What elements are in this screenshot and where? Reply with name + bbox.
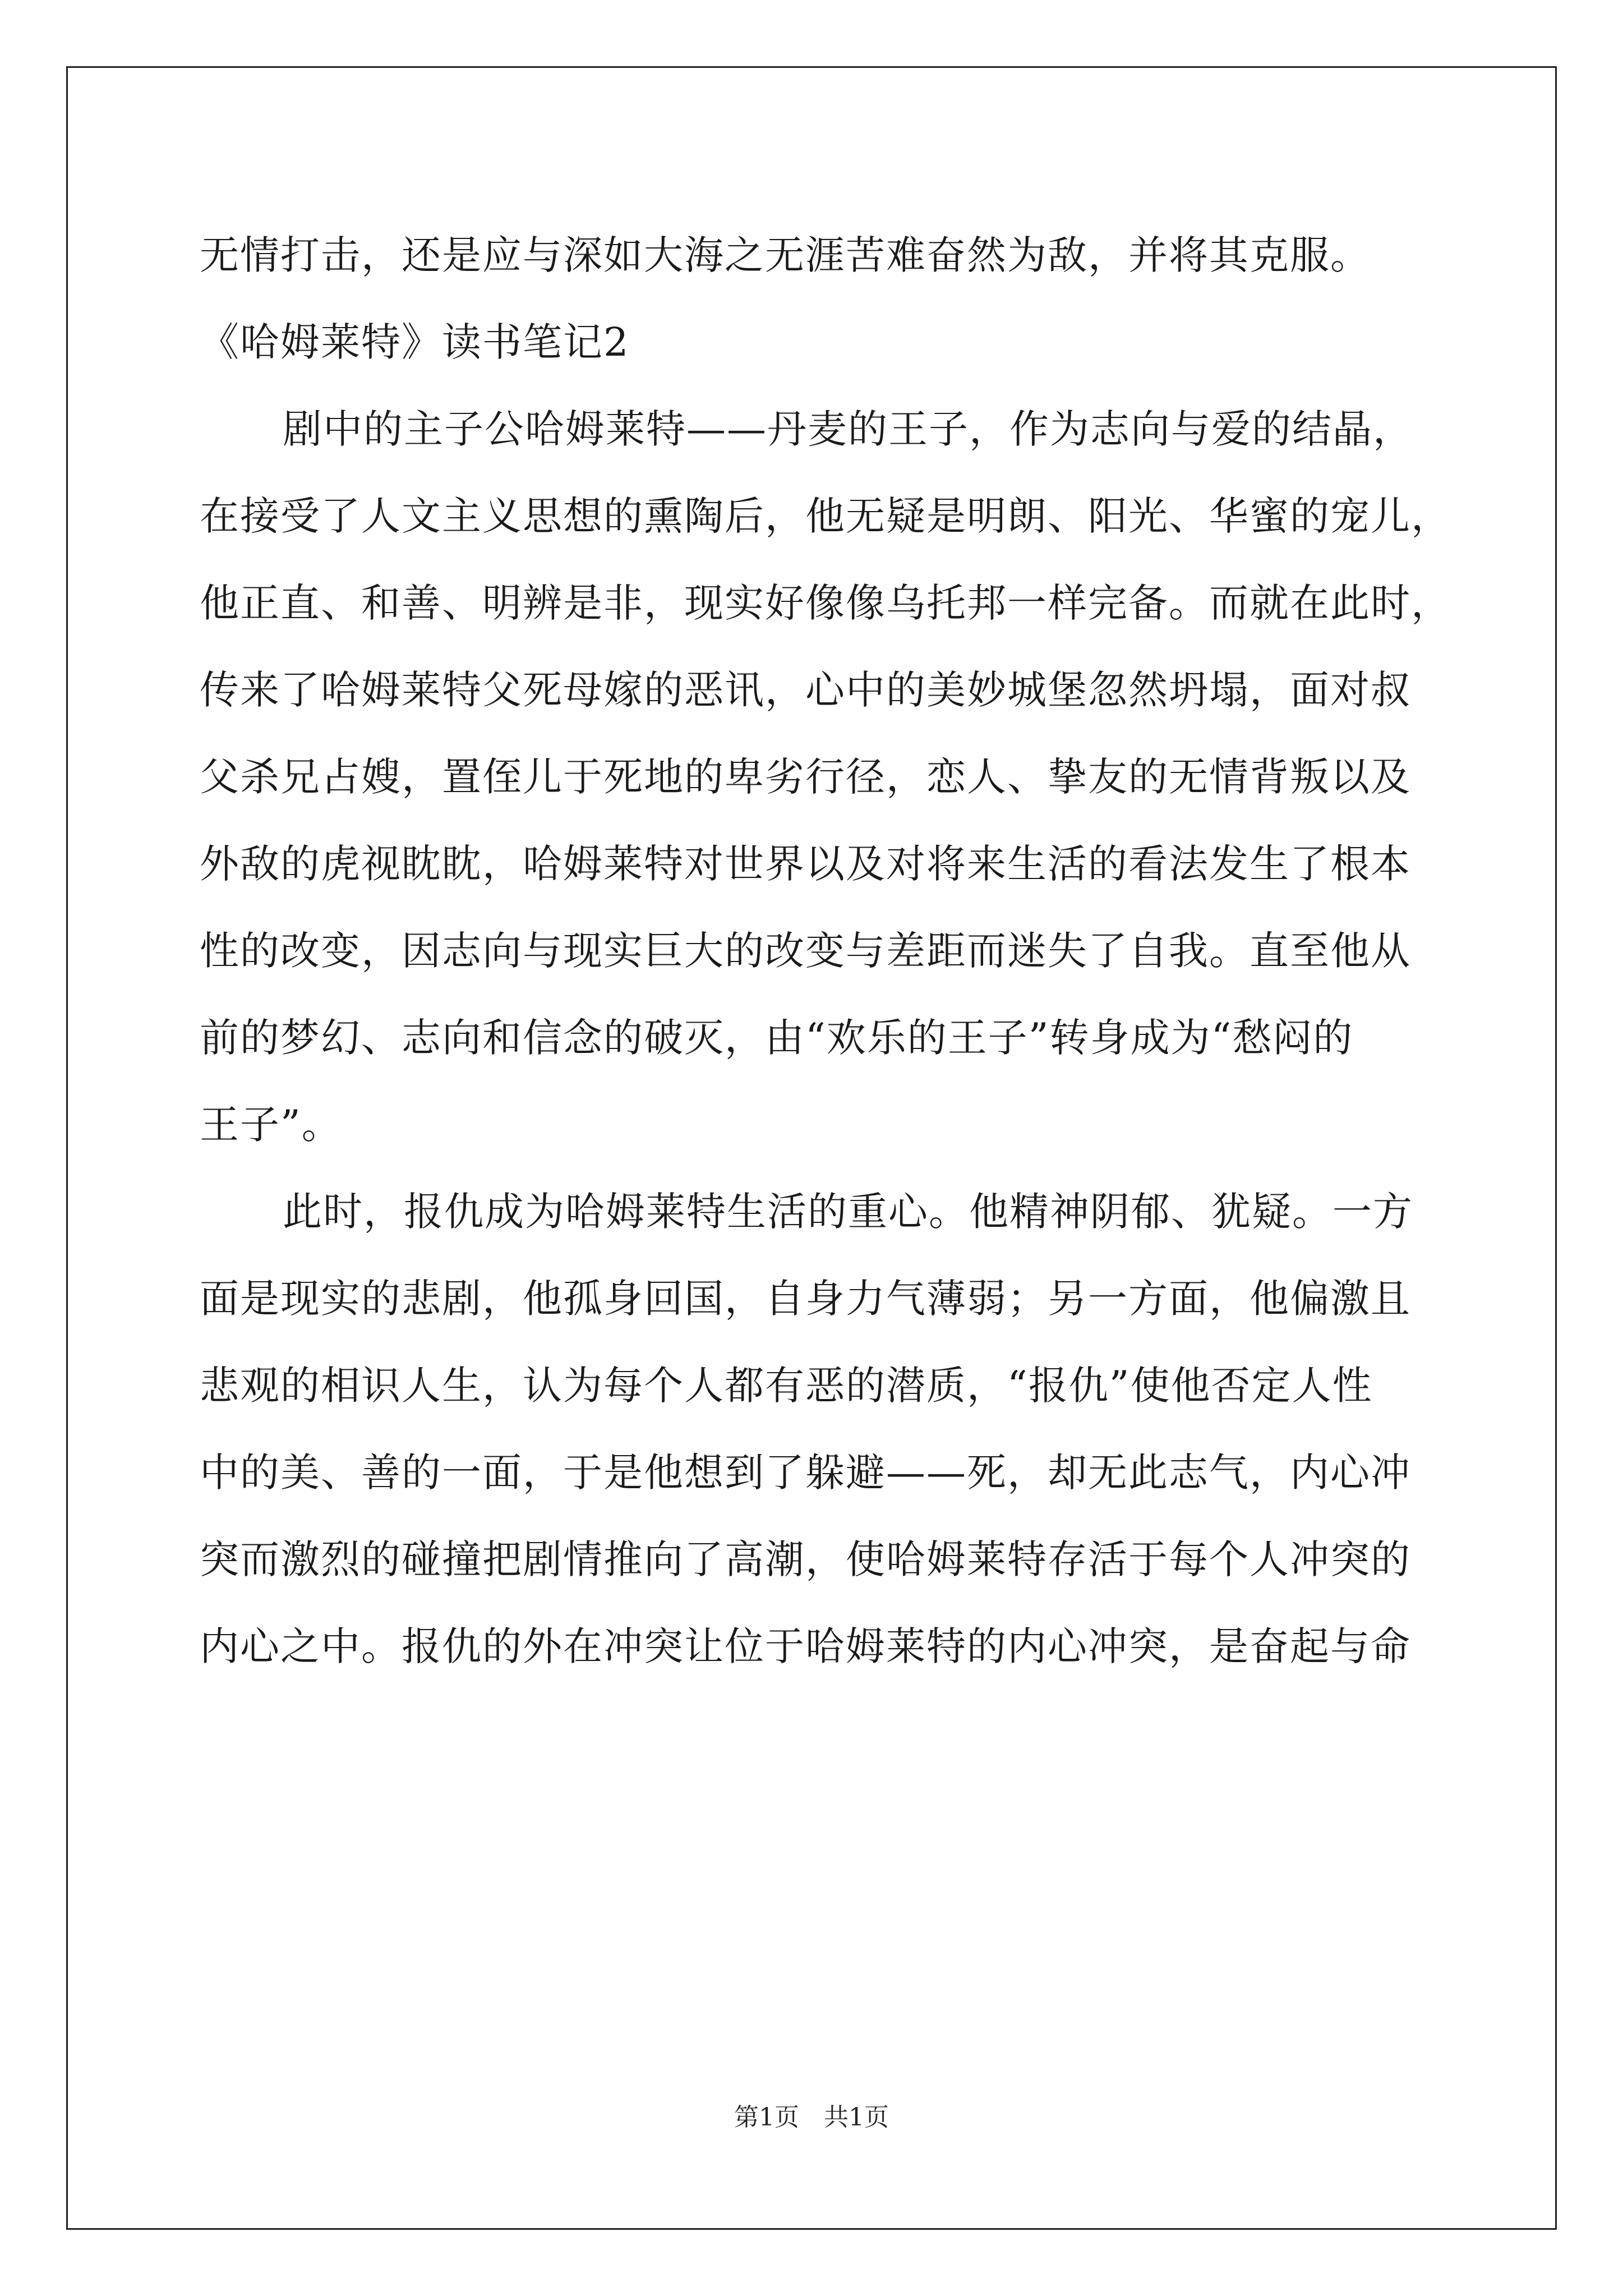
paragraph-line: 前的梦幻、志向和信念的破灭，由“欢乐的王子”转身成为“愁闷的: [200, 1015, 1354, 1061]
paragraph-line: 外敌的虎视眈眈，哈姆莱特对世界以及对将来生活的看法发生了根本: [200, 841, 1411, 887]
paragraph-line: 在接受了人文主义思想的熏陶后，他无疑是明朗、阳光、华蜜的宠儿，: [200, 493, 1451, 539]
paragraph-1: [200, 386, 1450, 1168]
paragraph-line: 此时，报仇成为哈姆莱特生活的重心。他精神阴郁、犹疑。一方: [283, 1189, 1413, 1235]
document-body: [200, 212, 1450, 1690]
section-title: 《哈姆莱特》读书笔记2: [200, 319, 630, 365]
paragraph-line: 他正直、和善、明辨是非，现实好像像乌托邦一样完备。而就在此时，: [200, 580, 1451, 626]
paragraph-line: 性的改变，因志向与现实巨大的改变与差距而迷失了自我。直至他从: [200, 928, 1411, 974]
paragraph-2: [200, 1168, 1450, 1690]
paragraph-line: 王子”。: [200, 1102, 342, 1148]
page-number-footer: 第1页 共1页: [734, 2103, 889, 2132]
paragraph-line: 突而激烈的碰撞把剧情推向了高潮，使哈姆莱特存活于每个人冲突的: [200, 1536, 1411, 1582]
paragraph-line: 面是现实的悲剧，他孤身回国，自身力气薄弱；另一方面，他偏激且: [200, 1276, 1411, 1322]
paragraph-line: 剧中的主子公哈姆莱特——丹麦的王子，作为志向与爱的结晶，: [283, 406, 1413, 452]
paragraph-line: 父杀兄占嫂，置侄儿于死地的卑劣行径，恋人、挚友的无情背叛以及: [200, 754, 1411, 800]
paragraph-line: 内心之中。报仇的外在冲突让位于哈姆莱特的内心冲突，是奋起与命: [200, 1623, 1411, 1669]
paragraph-line: 中的美、善的一面，于是他想到了躲避——死，却无此志气，内心冲: [200, 1450, 1411, 1496]
opening-line: 无情打击，还是应与深如大海之无涯苦难奋然为敌，并将其克服。: [200, 232, 1371, 278]
paragraph-line: 悲观的相识人生，认为每个人都有恶的潜质，“报仇”使他否定人性: [200, 1363, 1373, 1409]
paragraph-line: 传来了哈姆莱特父死母嫁的恶讯，心中的美妙城堡忽然坍塌，面对叔: [200, 667, 1411, 713]
